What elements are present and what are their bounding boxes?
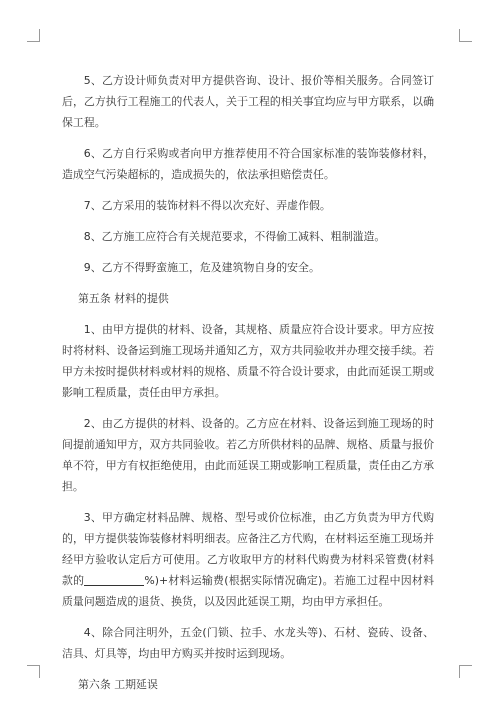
crop-mark-top-left — [27, 29, 40, 42]
fill-in-blank-percentage[interactable] — [84, 573, 144, 586]
crop-mark-bottom-left — [27, 665, 40, 678]
clause-item-9: 9、乙方不得野蛮施工，危及建筑物自身的安全。 — [83, 261, 320, 274]
clause-item-5: 5、乙方设计师负责对甲方提供咨询、设计、报价等相关服务。合同签订后，乙方执行工程施工的代表人，关于工程的相关事宜均应与甲方联系，以确保工程。 — [62, 74, 434, 129]
clause-item-8: 8、乙方施工应符合有关规范要求，不得偷工减料、粗制滥造。 — [83, 230, 386, 243]
material-item-3 — [62, 507, 434, 612]
clause-item-6: 6、乙方自行采购或者向甲方推荐使用不符合国家标准的装饰装修材料，造成空气污染超标的，造成损失的，依法承担赔偿责任。 — [62, 147, 434, 181]
crop-mark-top-right — [459, 29, 472, 42]
material-item-4: 4、除合同注明外，五金(门锁、拉手、水龙头等)、石材、瓷砖、设备、洁具、灯具等，均由甲方购买并按时运到现场。 — [62, 626, 434, 660]
material-item-3-text-after: %)+材料运输费(根据实际情况确定)。若施工过程中因材料质量问题造成的退货、换货，以及因此延误工期，均由甲方承担任。 — [62, 574, 434, 608]
crop-mark-bottom-right — [459, 665, 472, 678]
section-heading-article-6: 第六条 工期延误 — [78, 678, 158, 691]
clause-item-7: 7、乙方采用的装饰材料不得以次充好、弄虚作假。 — [83, 199, 331, 212]
section-heading-article-5: 第五条 材料的提供 — [78, 292, 169, 305]
material-item-2: 2、由乙方提供的材料、设备的。乙方应在材料、设备运到施工现场的时间提前通知甲方，双方共同验收。若乙方所供材料的品牌、规格、质量与报价单不符，甲方有权拒绝使用，由此而延误工期或影响工程质量，责任由乙方承担。 — [62, 417, 434, 493]
material-item-3-text-before: 3、甲方确定材料品牌、规格、型号或价位标准，由乙方负责为甲方代购的，甲方提供装饰装修材料明细表。应备注乙方代购，在材料运至施工现场并经甲方验收认定后方可使用。乙方收取甲方的材料代购费为材料采管费(材料款的 — [62, 511, 434, 587]
document-body — [62, 70, 434, 705]
material-item-1: 1、由甲方提供的材料、设备，其规格、质量应符合设计要求。甲方应按时将材料、设备运到施工现场并通知乙方，双方共同验收并办理交接手续。若甲方未按时提供材料或材料的规格、质量不符合设计要求，由此而延误工期或影响工程质量，责任由甲方承担。 — [62, 323, 434, 399]
